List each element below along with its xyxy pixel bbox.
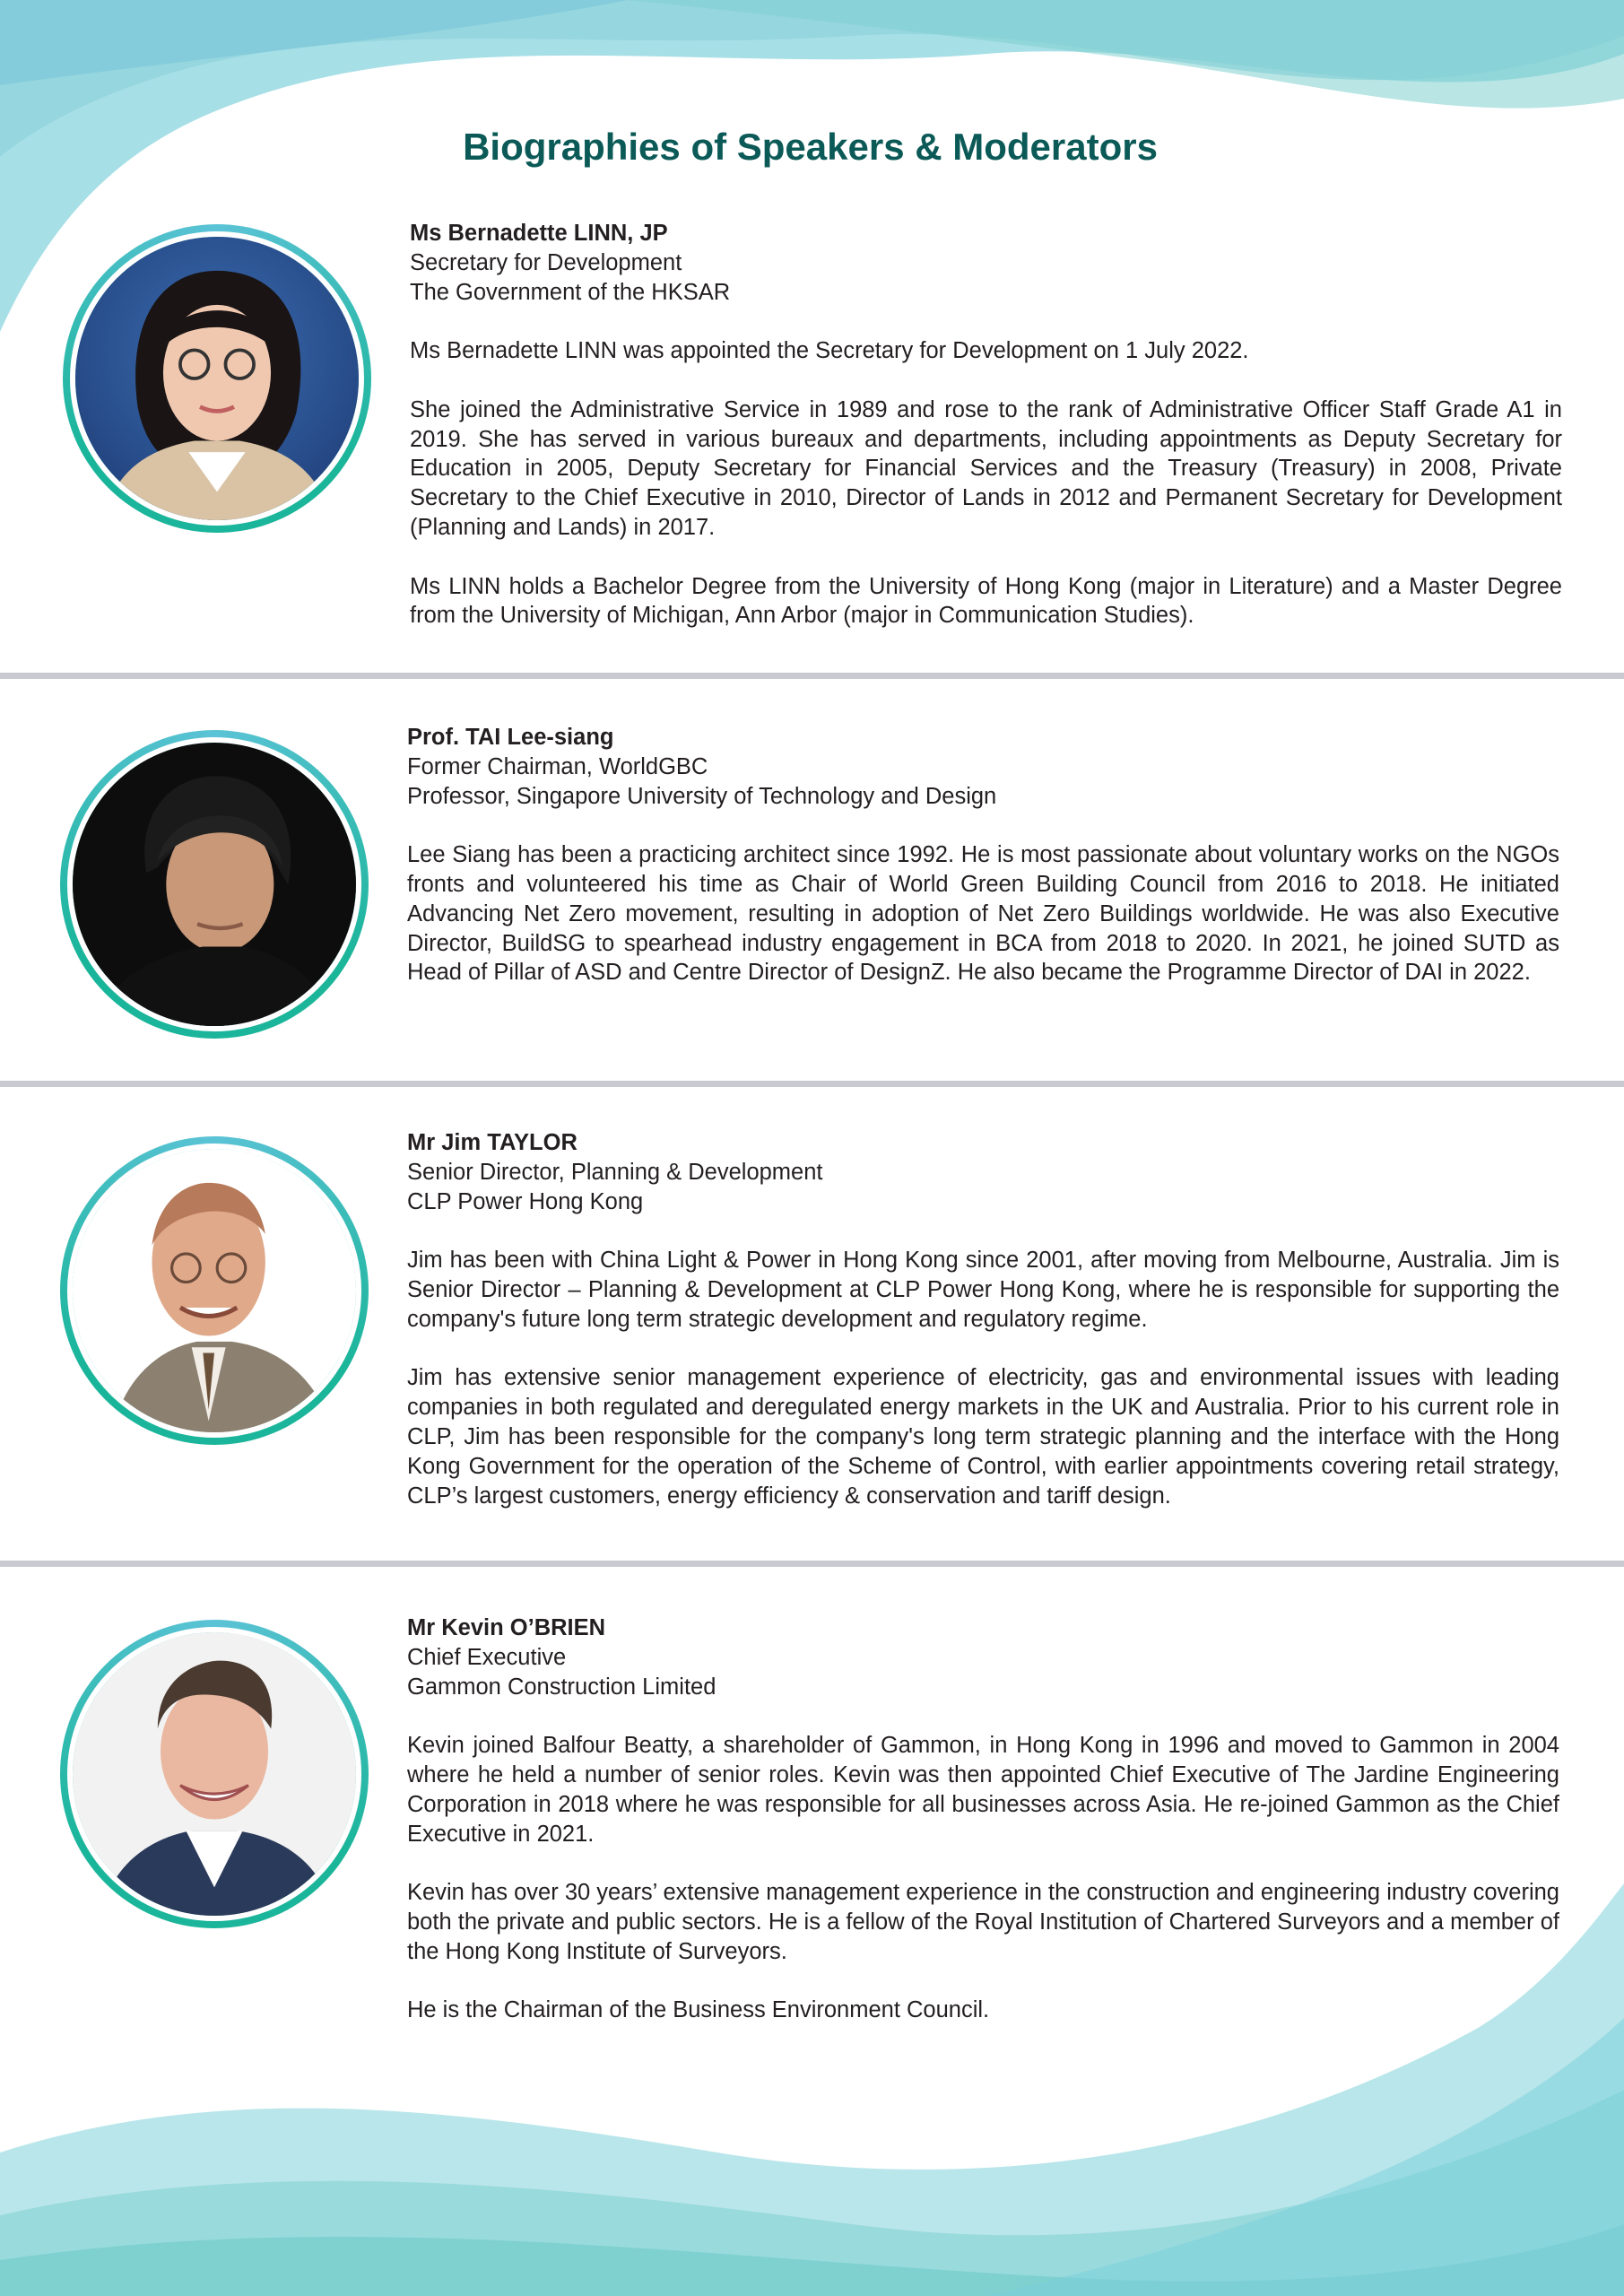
bio-paragraph: She joined the Administrative Service in 1989 and rose to the rank of Administrative Officer Staff Grade A1 in 2019. She has served in various bureaux and departments, including appointments as Deputy Secretary for Education in 2005, Deputy Secretary for Financial Services and the Treasury (Treasury) in 2008, Private Secretary to the Chief Executive in 2010, Director of Lands in 2012 and Permanent Secretary for Development (Planning and Lands) in 2017. [410,396,1562,540]
speaker-name: Mr Kevin O’BRIEN [407,1615,606,1640]
speaker-name: Prof. TAI Lee-siang [407,725,614,750]
page-title: Biographies of Speakers & Moderators [463,126,1158,168]
bio-paragraph: Lee Siang has been a practicing architect since 1992. He is most passionate about voluntary works on the NGOs fronts and volunteered his time as Chair of World Green Building Council from 2016 to 2018. He initiated Advancing Net Zero movement, resulting in adoption of Net Zero Buildings worldwide. He was also Executive Director, BuildSG to spearhead industry engagement in BCA from 2018 to 2020. In 2021, he joined SUTD as Head of Pillar of ASD and Centre Director of DesignZ. He also became the Programme Director of DAI in 2022. [407,842,1559,986]
portrait-photo-tai [73,743,356,1026]
speaker-portrait-obrien [60,1620,369,1928]
section-divider [0,1081,1624,1087]
section-divider [0,1561,1624,1567]
portrait-photo-obrien [73,1632,356,1916]
speaker-title: Chief Executive [407,1644,567,1670]
speaker-title: Former Chairman, WorldGBC [407,753,708,779]
portrait-photo-taylor [73,1149,356,1432]
speaker-portrait-linn [63,224,371,533]
bio-paragraph: Jim has extensive senior management experience of electricity, gas and environmental issues with leading companies in both regulated and deregulated energy markets in the UK and Australia. Prior to his current role in CLP, Jim has been responsible for the company's long term strategic planning and the interface with the Hong Kong Government for the operation of the Scheme of Control, with earlier appointments covering retail strategy, CLP’s largest customers, energy efficiency & conservation and tariff design. [407,1365,1559,1509]
bio-paragraph: Ms Bernadette LINN was appointed the Secretary for Development on 1 July 2022. [410,338,1249,364]
bio-paragraph: Kevin joined Balfour Beatty, a shareholder of Gammon, in Hong Kong in 1996 and moved to Gammon in 2004 where he held a number of senior roles. Kevin was then appointed Chief Executive of The Jardine Engineering Corporation in 2018 where he was responsible for all businesses across Asia. He re-joined Gammon as the Chief Executive in 2021. [407,1733,1559,1847]
speaker-organization: Gammon Construction Limited [407,1674,716,1700]
speaker-name: Ms Bernadette LINN, JP [410,221,668,246]
speaker-organization: The Government of the HKSAR [410,279,731,305]
speaker-portrait-tai [60,730,369,1039]
speaker-organization: CLP Power Hong Kong [407,1188,644,1214]
speaker-title: Senior Director, Planning & Development [407,1159,823,1185]
bio-paragraph: Jim has been with China Light & Power in Hong Kong since 2001, after moving from Melbourne, Australia. Jim is Senior Director – Planning & Development at CLP Power Hong Kong, where he is responsible for supporting the company's future long term strategic development and regulatory regime. [407,1248,1559,1332]
speaker-name: Mr Jim TAYLOR [407,1130,578,1155]
section-divider [0,673,1624,679]
speaker-organization: Professor, Singapore University of Technology and Design [407,783,997,809]
speaker-title: Secretary for Development [410,249,682,275]
bio-paragraph: Ms LINN holds a Bachelor Degree from the University of Hong Kong (major in Literature) and a Master Degree from the University of Michigan, Ann Arbor (major in Communication Studies). [410,573,1562,629]
bio-paragraph: He is the Chairman of the Business Environment Council. [407,1997,990,2023]
bio-paragraph: Kevin has over 30 years’ extensive management experience in the construction and engineering industry covering both the private and public sectors. He is a fellow of the Royal Institution of Chartered Surveyors and a member of the Hong Kong Institute of Surveyors. [407,1880,1559,1964]
portrait-photo-linn [75,237,359,520]
speaker-portrait-taylor [60,1136,369,1445]
